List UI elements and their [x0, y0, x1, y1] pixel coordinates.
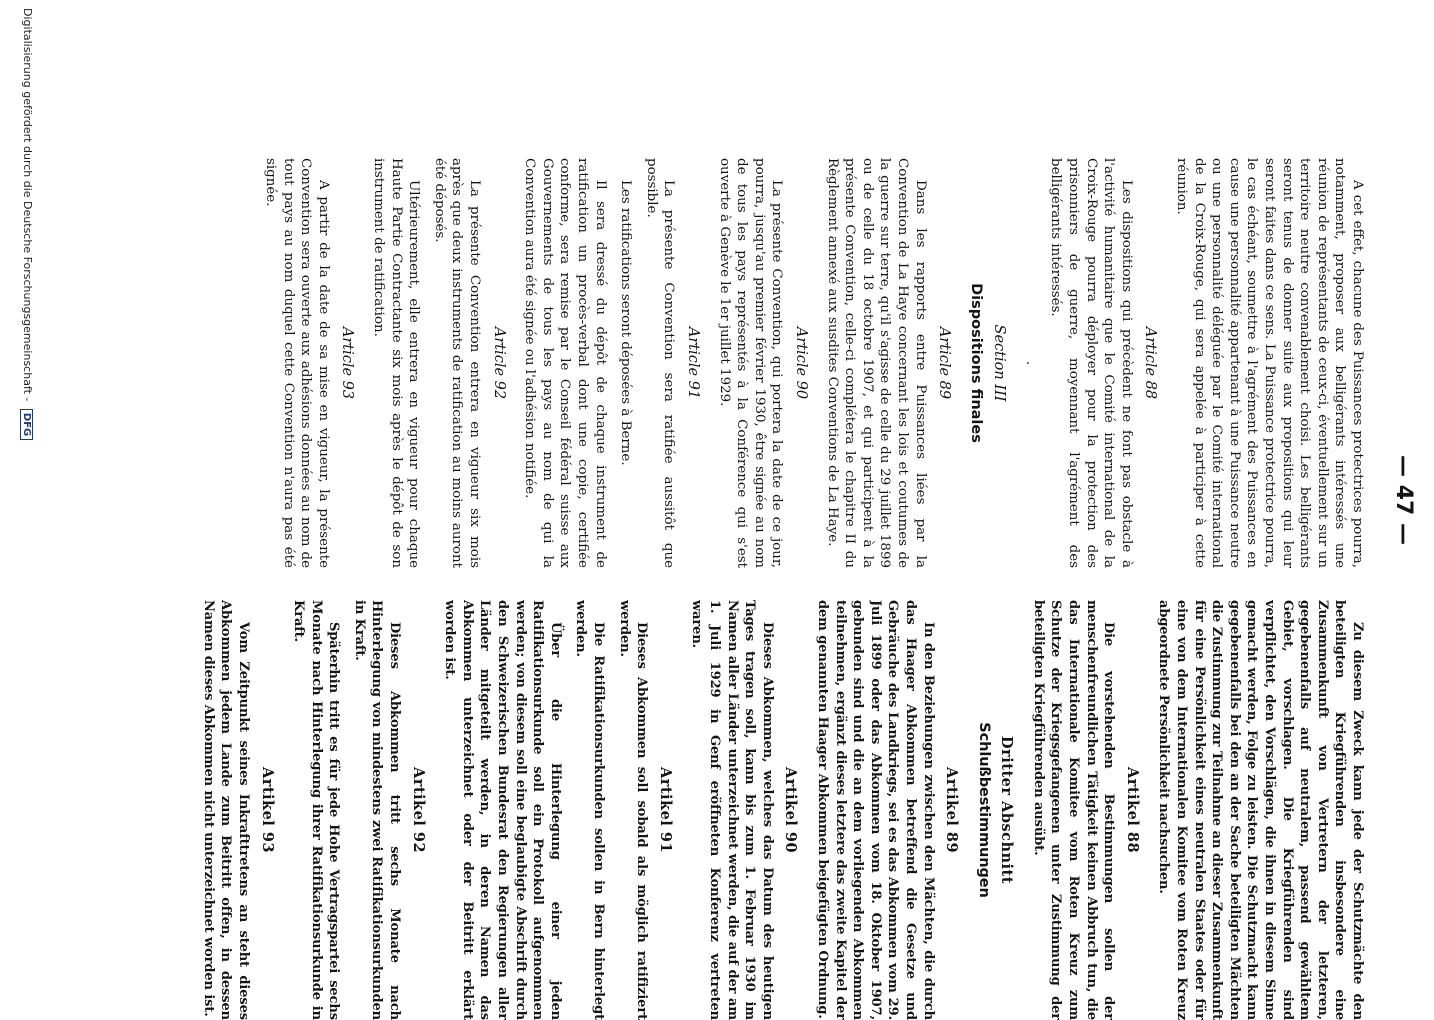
fr-article-93-text: A partir de la date de sa mise en vigueur, la présente Convention sera ouverte aux adhésions données au nom de tout pays au nom duquel cette Convention n'aura pas été signée.: [263, 158, 331, 568]
de-article-89-text: In den Beziehungen zwischen den Mächten, die durch das Haager Abkommen betreffend die Gesetze und Gebräuche des Landkriegs, sei es das Abkommen vom 29. Juli 1899 oder das Abkommen vom 18. Oktober 1907, gebunden sind und die an dem vorliegenden Abkommen teilnehmen, ergänzt dieses letztere das zweite Kapitel der dem genannten Haager Abkommen beigefügten Ordnung.: [814, 600, 936, 1020]
de-article-92-heading: Artikel 92: [409, 766, 427, 854]
fr-article-91-text-3: Il sera dressé du dépôt de chaque instrument de ratification un procès-verbal dont une copie, certifiée conforme, sera remise par le Conseil fédéral suisse aux Gouvernements de tous les pays au nom de qui la Convention aura été signée ou l'adhésion notifiée.: [522, 158, 608, 568]
de-article-93-text: Vom Zeitpunkt seines Inkrafttretens an steht dieses Abkommen jedem Lande zum Beitritt offen, in dessen Namen dieses Abkommen nicht unterzeichnet worden ist.: [200, 600, 251, 1020]
de-section-subtitle: Schlußbestimmungen: [975, 722, 992, 898]
fr-article-88-text: Les dispositions qui précèdent ne font pas obstacle à l'activité humanitaire que le Comité international de la Croix-Rouge pourra déployer pour la protection des prisonniers de guerre, moyennant l'agrément des belligérants intéressés.: [1048, 158, 1134, 568]
dfg-logo: DFG: [20, 409, 33, 440]
fr-article-90-text: La présente Convention, qui portera la date de ce jour, pourra, jusqu'au premier février 1930, être signée au nom de tous les pays représentés à la Conférence qui s'est ouverte à Genève le 1er juillet 1929.: [716, 158, 785, 568]
fr-intro-paragraph: A cet effet, chacune des Puissances protectrices pourra, notamment, proposer aux belligérants intéressés une réunion de représentants de ceux-ci, éventuellement sur un territoire neutre convenablement choisi. Les belligérants seront tenus de donner suite aux propositions qui leur seront faites dans ce sens. La Puissance protectrice pourra, le cas échéant, soumettre à l'agrément des Puissances en cause une personnalité appartenant à une Puissance neutre ou une personnalité déléguée par le Comité international de la Croix-Rouge, qui sera appelée à participer à cette réunion.: [1174, 158, 1365, 568]
footer-text: Digitalisierung gefördert durch die Deutsche Forschungsgemeinschaft -: [21, 8, 34, 402]
page-number: — 47 —: [1391, 455, 1416, 545]
de-article-90-heading: Artikel 90: [782, 766, 800, 854]
digitization-footer: [20, 0, 34, 1008]
de-article-91-text-3: Über die Hinterlegung einer jeden Ratifikationsurkunde soll ein Protokoll aufgenommen werden; von diesem soll eine beglaubigte Abschrift durch den Schweizerischen Bundesrat den Regierungen aller Länder mitgeteilt werden, in deren Namen das Abkommen unterzeichnet oder der Beitritt erklärt worden ist.: [442, 600, 563, 1020]
de-article-90-text: Dieses Abkommen, welches das Datum des heutigen Tages tragen soll, kann bis zum 1. Februar 1930 im Namen aller Länder unterzeichnet werden, die auf der am 1. Juli 1929 in Genf eröffneten Konferenz vertreten waren.: [689, 600, 775, 1020]
fr-article-88-heading: Article 88: [1142, 326, 1159, 400]
fr-article-91-text-2: Les ratifications seront déposées à Berne.: [618, 180, 634, 466]
fr-section-subtitle: Dispositions finales: [967, 283, 984, 443]
fr-article-89-text: Dans les rapports entre Puissances liées par la Convention de La Haye concernant les lois et coutumes de la guerre sur terre, qu'il s'agisse de celle du 29 juillet 1899 ou de celle du 18 octobre 1907, et qui participent à la présente Convention, celle-ci complétera le chapitre II du Règlement annexé aux susdites Conventions de La Haye.: [824, 158, 928, 568]
fr-article-89-heading: Article 89: [936, 326, 953, 400]
fr-article-91-text-1: La présente Convention sera ratifiée aussitôt que possible.: [643, 158, 677, 568]
de-article-92-text-1: Dieses Abkommen tritt sechs Monate nach Hinterlegung von mindestens zwei Ratifikationsurkunden in Kraft.: [351, 600, 403, 1020]
fr-article-90-heading: Article 90: [792, 326, 809, 400]
de-article-91-heading: Artikel 91: [656, 766, 674, 854]
de-article-93-heading: Artikel 93: [258, 766, 276, 854]
fr-article-92-text-1: La présente Convention entrera en vigueur six mois après que deux instruments de ratification au moins auront été déposés.: [431, 158, 483, 568]
de-article-88-text: Die vorstehenden Bestimmungen sollen der menschenfreundlichen Tätigkeit keinen Abbruch tun, die das Internationale Komitee vom Roten Kreuz zum Schutze der Kriegsgefangenen unter Zustimmung der beteiligten Kriegführenden ausübt.: [1030, 600, 1117, 1020]
de-article-89-heading: Artikel 89: [943, 766, 961, 854]
french-column: [90, 158, 1366, 568]
fr-section-heading: Section III: [991, 324, 1008, 402]
de-article-88-heading: Artikel 88: [1123, 766, 1141, 854]
de-article-91-text-2: Die Ratifikationsurkunden sollen in Bern hinterlegt werden.: [573, 600, 607, 1020]
fr-article-93-heading: Article 93: [339, 326, 356, 400]
fr-article-91-heading: Article 91: [685, 326, 701, 400]
german-column: [90, 600, 1366, 1020]
fr-article-92-text-2: Ultérieurement, elle entrera en vigueur pour chaque Haute Partie Contractante six mois après le dépôt de son instrument de ratification.: [371, 158, 422, 568]
fr-separator: .: [1022, 360, 1038, 366]
de-article-92-text-2: Späterhin tritt es für jede Hohe Vertragspartei sechs Monate nach Hinterlegung ihrer Ratifikationsurkunde in Kraft.: [291, 600, 342, 1020]
fr-article-92-heading: Article 92: [490, 326, 507, 400]
de-section-heading: Dritter Abschnitt: [998, 736, 1016, 884]
de-article-91-text-1: Dieses Abkommen soll sobald als möglich ratifiziert werden.: [616, 600, 650, 1020]
de-intro-paragraph: Zu diesem Zweck kann jede der Schutzmächte den beteiligten Kriegführenden insbesondere eine Zusammenkunft von Vertretern der letzteren, gegebenenfalls auf neutralem, passend gewähltem Gebiet, vorschlagen. Die Kriegführenden sind verpflichtet, den Vorschlägen, die ihnen in diesem Sinne gemacht werden, Folge zu leisten. Die Schutzmacht kann gegebenenfalls bei den an der Sache beteiligten Mächten die Zustimmung zur Teilnahme an dieser Zusammenkunft für eine Persönlichkeit eines neutralen Staates oder für eine von dem Internationalen Komitee vom Roten Kreuz abgeordnete Persönlichkeit nachsuchen.: [1156, 600, 1365, 1020]
